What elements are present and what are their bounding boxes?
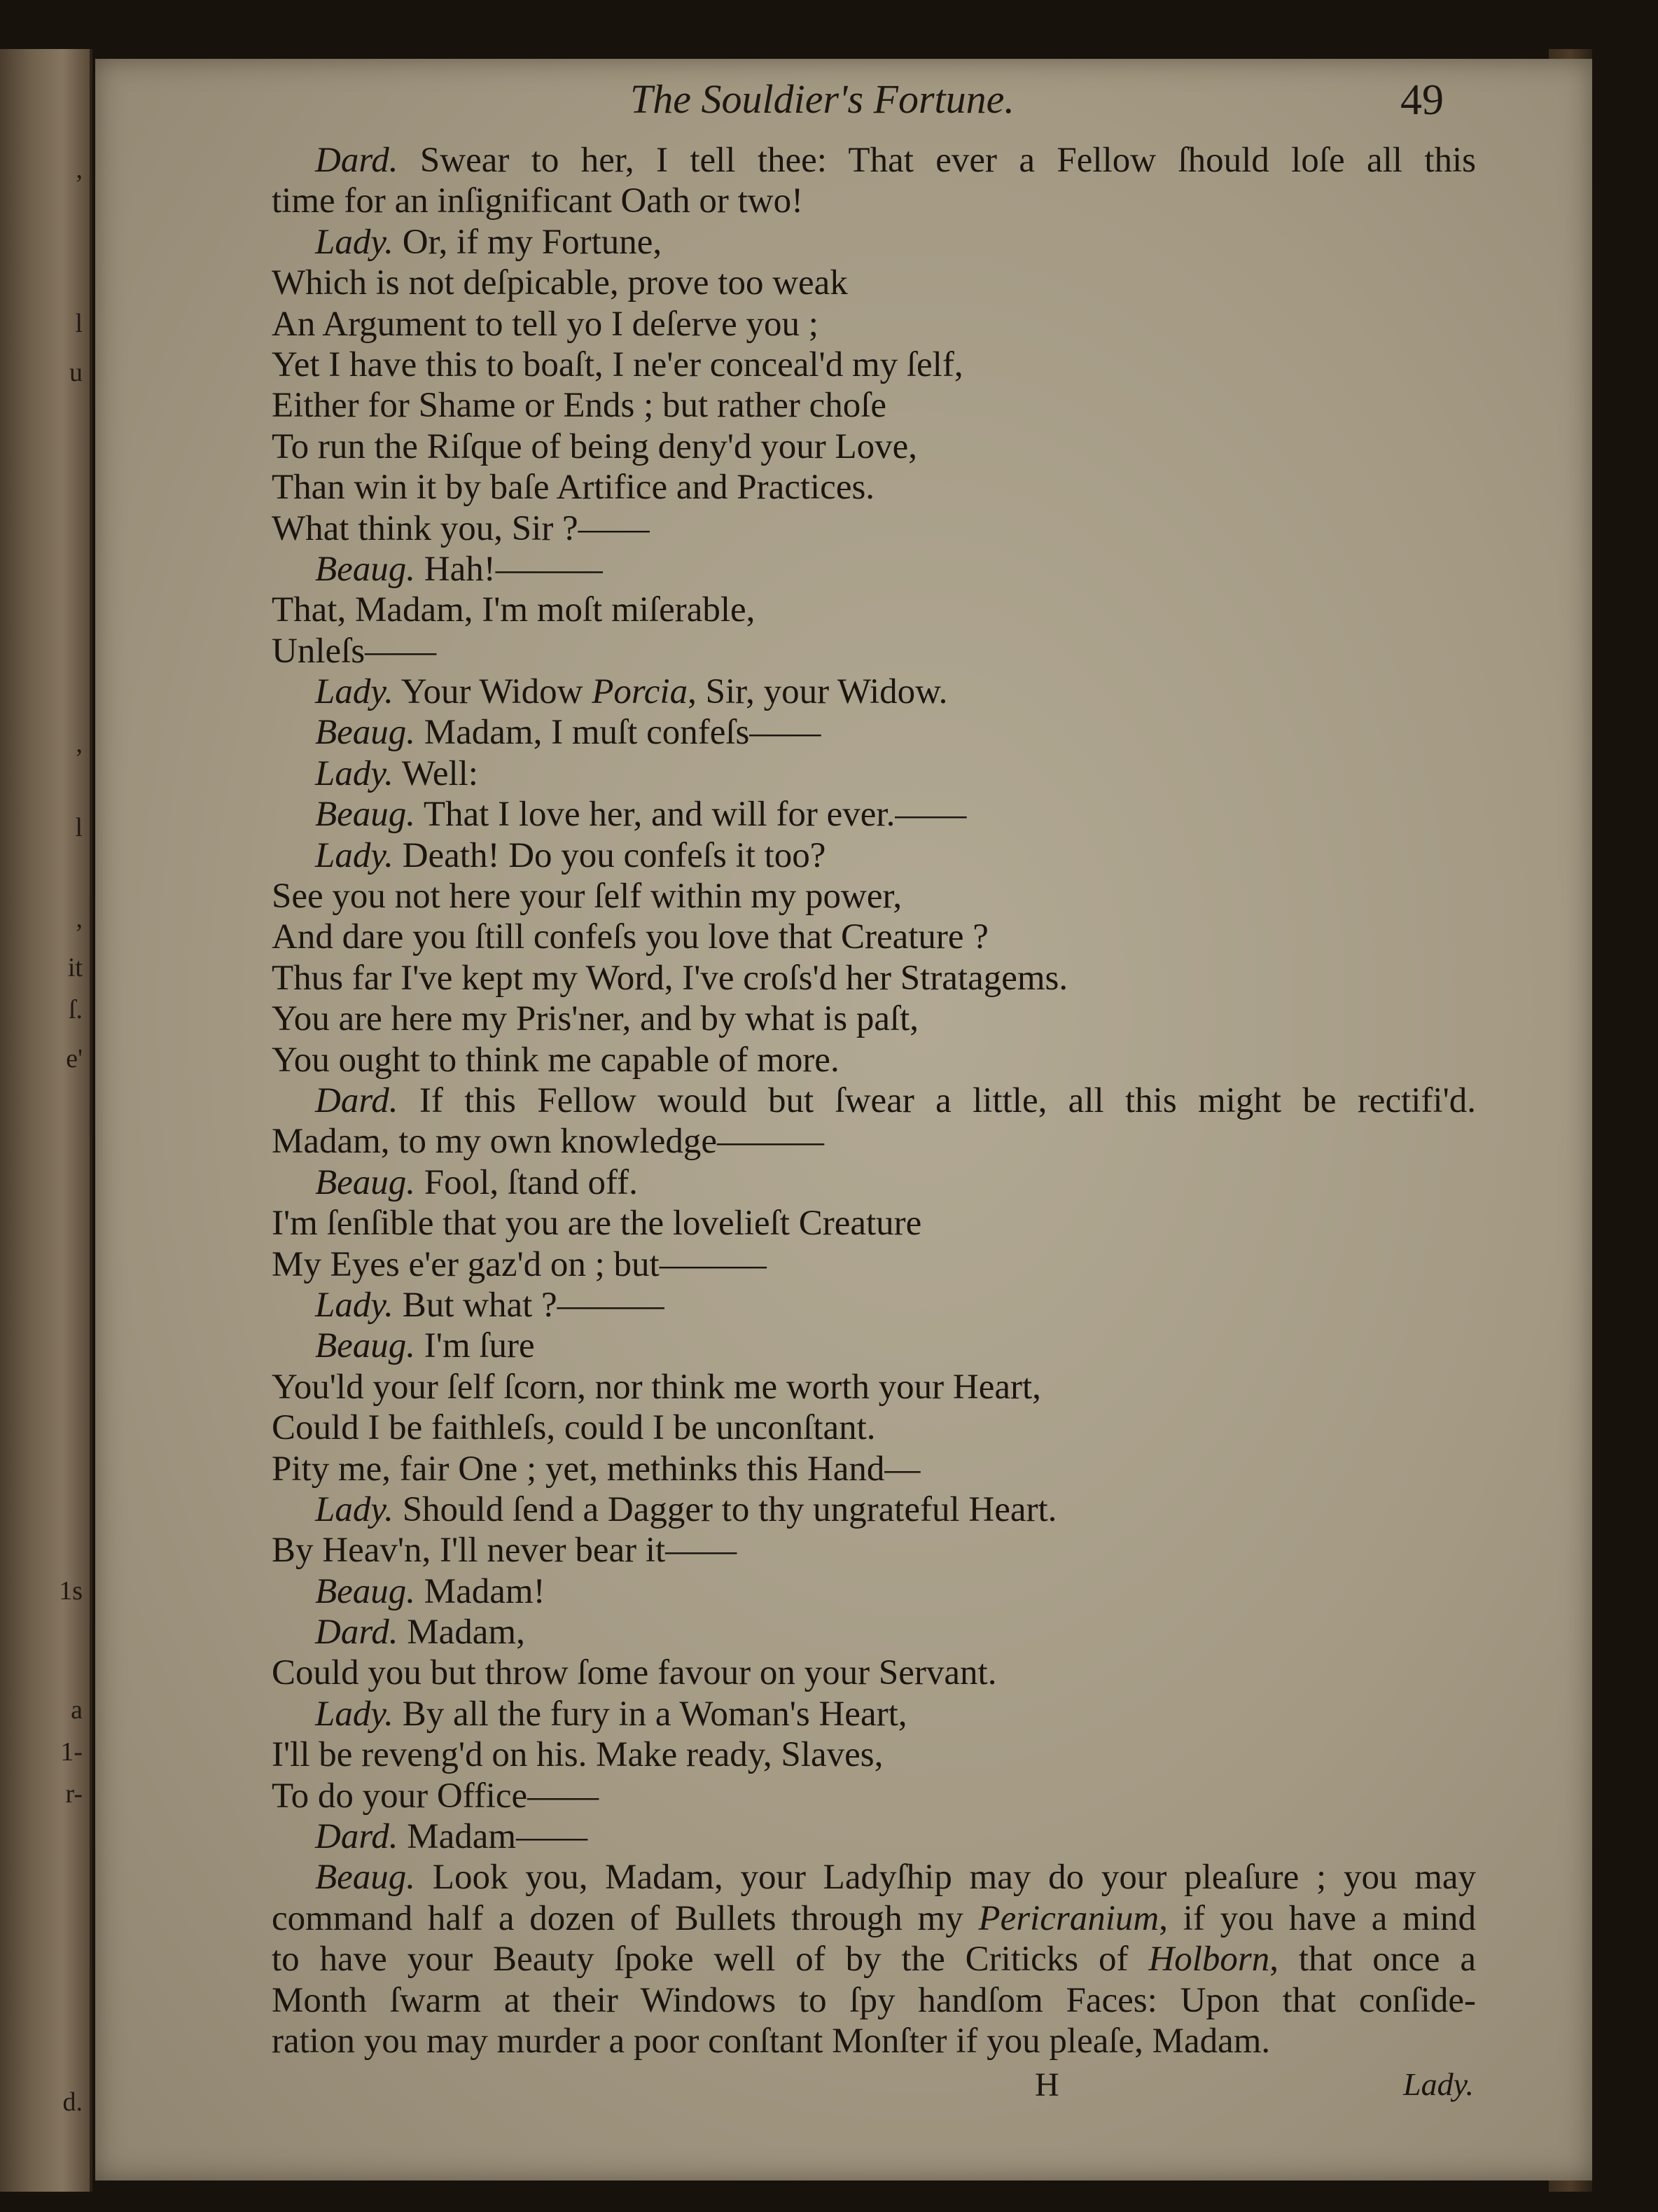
page-number: 49 xyxy=(1400,76,1444,124)
facing-page-fragment: ſ. xyxy=(68,995,83,1024)
speech-text: What think you, Sir ?—— xyxy=(272,508,650,548)
facing-page-fragment: 1s xyxy=(59,1576,83,1606)
speech-text: Madam—— xyxy=(407,1817,588,1857)
text-line xyxy=(272,1776,1476,1816)
speaker-name: Beaug. xyxy=(315,549,416,589)
text-line xyxy=(272,263,1476,303)
italic-name: Holborn xyxy=(1148,1940,1270,1980)
text-line xyxy=(272,1489,1476,1530)
speaker-name: Lady. xyxy=(315,672,393,712)
speech-text: But what ?——— xyxy=(402,1285,664,1325)
text-line xyxy=(272,1980,1476,2021)
facing-page-fragment: l xyxy=(75,309,83,338)
speech-text: Death! Do you confeſs it too? xyxy=(402,835,826,875)
catchword: Lady. xyxy=(1403,2066,1474,2102)
text-line xyxy=(272,1898,1476,1939)
facing-page-fragment: e' xyxy=(66,1044,83,1073)
text-line xyxy=(272,1571,1476,1612)
speech-text: Madam! xyxy=(424,1571,545,1611)
text-line xyxy=(272,999,1476,1039)
speech-text: My Eyes e'er gaz'd on ; but——— xyxy=(272,1244,767,1284)
speaker-name: Beaug. xyxy=(315,795,416,835)
speech-text: If this Fellow would but ſwear a little, all this might be rectifi'd. xyxy=(419,1080,1477,1120)
italic-name: Porcia xyxy=(592,672,688,712)
speech-text: ration you may murder a poor conſtant Monſter if you pleaſe, Madam. xyxy=(272,2021,1271,2061)
speech-text: I'll be reveng'd on his. Make ready, Slaves, xyxy=(272,1735,884,1775)
text-line xyxy=(272,1203,1476,1244)
speech-text: Could you but throw ſome favour on your Servant. xyxy=(272,1653,997,1693)
speaker-name: Beaug. xyxy=(315,1162,416,1202)
speaker-name: Dard. xyxy=(315,1080,398,1120)
text-line xyxy=(272,631,1476,672)
speech-text: Thus far I've kept my Word, I've croſs'd her Stratagems. xyxy=(272,958,1068,998)
speech-text: Month ſwarm at their Windows to ſpy handſom Faces: Upon that conſide- xyxy=(272,1980,1476,2020)
text-line xyxy=(272,140,1476,181)
speaker-name: Lady. xyxy=(315,1489,393,1529)
speech-text: Pity me, fair One ; yet, methinks this Hand— xyxy=(272,1449,921,1489)
text-line xyxy=(272,508,1476,549)
text-line xyxy=(272,467,1476,508)
facing-page-fragment: , xyxy=(76,904,83,933)
text-line xyxy=(272,794,1476,835)
speech-text: See you not here your ſelf within my power, xyxy=(272,877,903,917)
speaker-name: Beaug. xyxy=(315,1571,416,1611)
facing-page-fragment: a xyxy=(71,1695,83,1725)
speech-text: time for an inſignificant Oath or two! xyxy=(272,181,804,221)
text-line xyxy=(272,1244,1476,1285)
speaker-name: Beaug. xyxy=(315,713,416,753)
facing-page-fragment: l xyxy=(75,813,83,842)
speech-text: Unleſs—— xyxy=(272,631,437,671)
facing-page-fragment: , xyxy=(76,729,83,758)
text-line xyxy=(272,2021,1476,2061)
text-line xyxy=(272,672,1476,712)
facing-page-fragment: d. xyxy=(62,2087,83,2117)
text-line xyxy=(272,917,1476,957)
speech-text: To do your Office—— xyxy=(272,1776,599,1816)
speaker-name: Lady. xyxy=(315,1694,393,1734)
speech-text: You are here my Pris'ner, and by what is paſt, xyxy=(272,999,919,1039)
text-line xyxy=(272,345,1476,385)
facing-page-edge xyxy=(0,49,92,2192)
speech-text: That, Madam, I'm moſt miſerable, xyxy=(272,590,755,630)
speaker-name: Beaug. xyxy=(315,1858,416,1898)
text-line xyxy=(272,1734,1476,1775)
speech-text: Should ſend a Dagger to thy ungrateful Heart. xyxy=(402,1489,1057,1529)
facing-page-fragment: u xyxy=(69,358,83,387)
speech-text: An Argument to tell yo I deſerve you ; xyxy=(272,304,818,344)
text-line xyxy=(272,1694,1476,1734)
speech-text: Madam, I muſt confeſs—— xyxy=(424,713,821,753)
speech-text: Your Widow Porcia, Sir, your Widow. xyxy=(400,672,948,712)
text-line xyxy=(272,1367,1476,1407)
speaker-name: Lady. xyxy=(315,222,393,262)
speech-text: Could I be faithleſs, could I be unconſtant. xyxy=(272,1408,876,1448)
speech-text: Madam, to my own knowledge——— xyxy=(272,1122,824,1162)
text-line xyxy=(272,1162,1476,1203)
speech-text: Either for Shame or Ends ; but rather choſe xyxy=(272,386,887,426)
text-line xyxy=(272,1080,1476,1121)
text-line xyxy=(272,222,1476,263)
speech-text: Madam, xyxy=(407,1613,525,1653)
speech-text: I'm ſure xyxy=(424,1326,535,1366)
speech-text: You'ld your ſelf ſcorn, nor think me worth your Heart, xyxy=(272,1367,1041,1407)
text-line xyxy=(272,835,1476,876)
speech-text: To run the Riſque of being deny'd your Love, xyxy=(272,426,918,466)
italic-name: Pericranium xyxy=(978,1898,1159,1938)
text-line xyxy=(272,876,1476,917)
text-line xyxy=(272,1939,1476,1980)
speech-text: Fool, ſtand off. xyxy=(424,1162,638,1202)
text-line xyxy=(272,1530,1476,1571)
text-line xyxy=(272,1285,1476,1326)
speech-text: By all the fury in a Woman's Heart, xyxy=(402,1694,907,1734)
facing-page-fragment: it xyxy=(67,953,83,982)
text-line xyxy=(272,1816,1476,1857)
text-line xyxy=(272,1449,1476,1489)
text-line xyxy=(272,1407,1476,1448)
play-text xyxy=(272,140,1476,2061)
speech-text: to have your Beauty ſpoke well of by the Criticks of Holborn, that once a xyxy=(272,1940,1476,1980)
speech-text: You ought to think me capable of more. xyxy=(272,1040,840,1080)
facing-page-fragment: r- xyxy=(65,1779,83,1809)
speech-text: Look you, Madam, your Ladyſhip may do your pleaſure ; you may xyxy=(432,1858,1476,1898)
text-line xyxy=(272,753,1476,794)
speaker-name: Dard. xyxy=(315,141,398,180)
speaker-name: Lady. xyxy=(315,1285,393,1325)
speech-text: Hah!——— xyxy=(424,549,603,589)
speech-text: Swear to her, I tell thee: That ever a Fellow ſhould loſe all this xyxy=(419,141,1476,180)
speaker-name: Dard. xyxy=(315,1817,398,1857)
text-line xyxy=(272,1857,1476,1898)
speech-text: command half a dozen of Bullets through my Pericranium, if you have a mind xyxy=(272,1898,1476,1938)
text-line xyxy=(272,1121,1476,1162)
speech-text: I'm ſenſible that you are the lovelieſt Creature xyxy=(272,1204,922,1244)
text-line xyxy=(272,181,1476,221)
text-line xyxy=(272,1326,1476,1366)
text-line xyxy=(272,1653,1476,1693)
speaker-name: Dard. xyxy=(315,1613,398,1653)
speech-text: Well: xyxy=(401,753,478,793)
text-line xyxy=(272,712,1476,753)
text-line xyxy=(272,590,1476,630)
signature-mark: H xyxy=(1035,2066,1059,2103)
text-line xyxy=(272,1612,1476,1653)
speech-text: Or, if my Fortune, xyxy=(402,222,662,262)
speech-text: Than win it by baſe Artifice and Practices. xyxy=(272,468,875,508)
speech-text: And dare you ſtill confeſs you love that Creature ? xyxy=(272,917,989,957)
speech-text: Which is not deſpicable, prove too weak xyxy=(272,263,848,303)
speech-text: That I love her, and will for ever.—— xyxy=(423,795,967,835)
speaker-name: Beaug. xyxy=(315,1326,416,1366)
speaker-name: Lady. xyxy=(315,835,393,875)
text-line xyxy=(272,304,1476,345)
text-line xyxy=(272,549,1476,590)
text-line xyxy=(272,1040,1476,1080)
running-title: The Souldier's Fortune. xyxy=(630,76,1015,122)
text-line xyxy=(272,385,1476,426)
speaker-name: Lady. xyxy=(315,753,393,793)
text-line xyxy=(272,426,1476,467)
text-line xyxy=(272,958,1476,999)
facing-page-fragment: 1- xyxy=(60,1737,83,1767)
speech-text: Yet I have this to boaſt, I ne'er conceal'd my ſelf, xyxy=(272,345,963,384)
speech-text: By Heav'n, I'll never bear it—— xyxy=(272,1531,737,1571)
facing-page-fragment: , xyxy=(76,155,83,184)
